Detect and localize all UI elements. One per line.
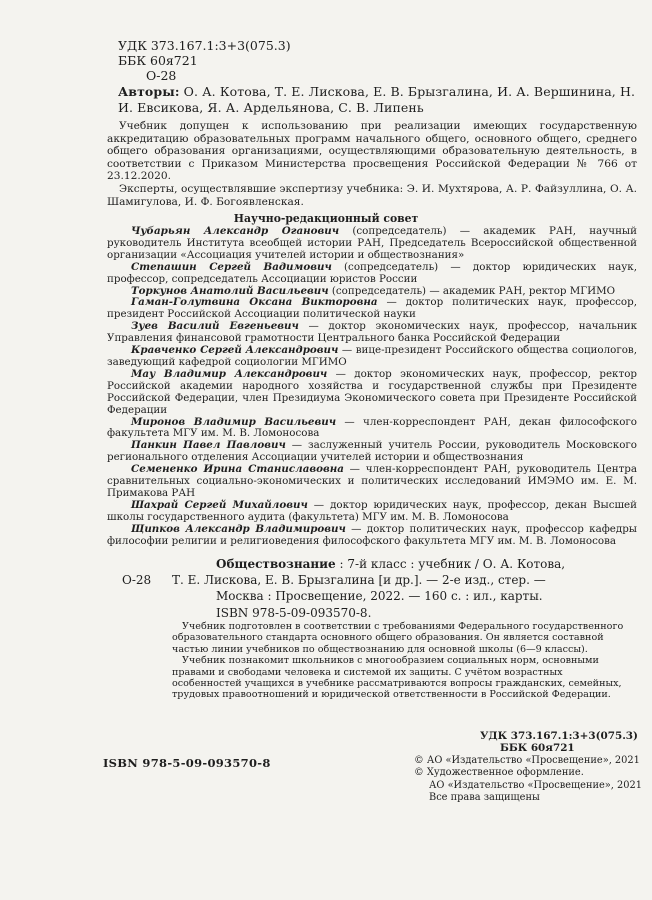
council-member — [107, 524, 637, 548]
book-title: Обществознание — [216, 557, 336, 571]
member-desc: (сопредседатель) — доктор юридических наук, профессор, сопредседатель Ассоциации юристов России — [107, 260, 637, 285]
udk-code-2: УДК 373.167.1:3+3(075.3) — [480, 730, 638, 742]
experts-notice — [107, 183, 637, 208]
biblio-line-3: Москва : Просвещение, 2022. — 160 с. : ил., карты. — [216, 589, 543, 604]
member-name: Мау Владимир Александрович — [131, 367, 328, 380]
authors-list: О. А. Котова, Т. Е. Лискова, Е. В. Брызгалина, И. А. Вершинина, Н. И. Евсикова, Я. А. Ардельянова, С. В. Липень — [118, 84, 636, 115]
member-name: Торкунов Анатолий Васильевич — [131, 284, 329, 297]
council-member — [107, 417, 637, 441]
council-member — [107, 297, 637, 321]
member-name: Щипков Александр Владимирович — [131, 522, 346, 535]
bbk-code: ББК 60я721 — [118, 53, 198, 68]
member-desc: — доктор экономических наук, профессор, начальник Управления финансовой грамотности Центрального банка Российской Федерации — [107, 320, 637, 345]
author-mark: О-28 — [146, 68, 177, 83]
council-member — [107, 500, 637, 524]
council-member — [107, 369, 637, 417]
member-desc: — член-корреспондент РАН, декан философского факультета МГУ им. М. В. Ломоносова — [107, 415, 637, 440]
bibliographic-record — [122, 556, 636, 621]
member-name: Степашин Сергей Вадимович — [131, 260, 332, 273]
member-desc: — член-корреспондент РАН, руководитель Центра сравнительных социально-экономических и политических исследований ИМЭМО им. Е. М. Примакова РАН — [107, 463, 637, 499]
classification-block — [118, 38, 291, 83]
member-desc: (сопредседатель) — академик РАН, научный руководитель Института всеобщей истории РАН, Председатель Всероссийской общественной организации «Ассоциация учителей истории и обществознания» — [107, 225, 637, 261]
member-name: Панкин Павел Павлович — [131, 439, 286, 452]
member-desc: — заслуженный учитель России, руководитель Московского регионального отделения Ассоциации учителей истории и обществознания — [107, 439, 637, 464]
council-list — [107, 226, 637, 547]
copyright-line: © Художественное оформление. — [414, 767, 584, 779]
member-name: Кравченко Сергей Александрович — [131, 344, 339, 357]
udk-code: УДК 373.167.1:3+3(075.3) — [118, 38, 291, 53]
member-name: Шахрай Сергей Михайлович — [131, 498, 308, 511]
annotation — [172, 621, 632, 701]
member-desc: — доктор юридических наук, профессор, декан Высшей школы государственного аудита (факультета) МГУ им. М. В. Ломоносова — [107, 498, 638, 523]
biblio-index: О-28 — [122, 573, 152, 588]
member-desc: (сопредседатель) — академик РАН, ректор МГИМО — [328, 284, 616, 297]
biblio-isbn: ISBN 978-5-09-093570-8. — [216, 605, 372, 620]
authors-label: Авторы: — [118, 84, 180, 99]
member-desc: — доктор экономических наук, профессор, ректор Российской академии народного хозяйства и государственной службы при Президенте Российской Федерации, член Президиума Экономического совета при Президенте Российской Федерации — [107, 367, 637, 416]
classification-repeat — [480, 730, 638, 755]
member-name: Зуев Василий Евгеньевич — [131, 320, 299, 333]
copyright-line: © АО «Издательство «Просвещение», 2021 — [414, 755, 640, 766]
member-name: Чубарьян Александр Оганович — [131, 225, 340, 237]
biblio-line-2-text: Т. Е. Лискова, Е. В. Брызгалина [и др.]. — 2-е изд., стер. — — [172, 573, 546, 588]
council-member — [107, 345, 637, 369]
isbn-bottom: ISBN 978-5-09-093570-8 — [103, 756, 271, 770]
member-desc: — доктор политических наук, профессор кафедры философии религии и религиоведения философского факультета МГУ им. М. В. Ломоносова — [107, 522, 637, 547]
copyright-line: Все права защищены — [429, 792, 540, 804]
biblio-line-2 — [122, 572, 636, 588]
biblio-line-1-rest: : 7-й класс : учебник / О. А. Котова, — [335, 557, 566, 571]
council-title: Научно-редакционный совет — [233, 212, 419, 225]
member-desc: — вице-президент Российского общества социологов, заведующий кафедрой социологии МГИМО — [107, 344, 637, 368]
council-member — [107, 464, 637, 500]
copyright-line: АО «Издательство «Просвещение», 2021 — [429, 779, 642, 791]
annotation-paragraph: Учебник подготовлен в соответствии с требованиями Федерального государственного образовательного стандарта основного общего образования. Он является составной частью линии учебников по обществознанию для основной школы (6—9 классы). — [172, 621, 624, 655]
member-name: Миронов Владимир Васильевич — [131, 415, 337, 428]
member-name: Семененко Ирина Станиславовна — [131, 463, 344, 476]
approval-text: Учебник допущен к использованию при реализации имеющих государственную аккредитацию образовательных программ начального общего, основного общего, среднего общего образования организациями, осуществляющими образовательную деятельность, в соответствии с Приказом Министерства просвещения Российской Федерации № 766 от 23.12.2020. — [107, 120, 637, 183]
copyright-block — [414, 755, 642, 805]
authors — [118, 84, 636, 116]
annotation-paragraph: Учебник познакомит школьников с многообразием социальных норм, основными правами и свободами человека и системой их защиты. С учётом возрастных особенностей учащихся в учебнике рассматриваются вопросы гражданских, семейных, трудовых правоотношений и юридической ответственности в Российской Федерации. — [172, 655, 622, 701]
member-name: Гаман-Голутвина Оксана Викторовна — [131, 296, 378, 309]
experts-text: Эксперты, осуществлявшие экспертизу учебника: Э. И. Мухтярова, А. Р. Файзуллина, О. А. Шамигулова, И. Ф. Богоявленская. — [107, 183, 637, 208]
council-member — [107, 262, 637, 286]
council-member — [107, 440, 637, 464]
member-desc: — доктор политических наук, профессор, президент Российской Ассоциации политической науки — [107, 296, 637, 321]
council-member — [107, 321, 637, 345]
bbk-code-2: ББК 60я721 — [500, 742, 575, 755]
approval-notice — [107, 120, 637, 183]
biblio-line-1 — [172, 556, 636, 572]
council-member — [107, 226, 637, 262]
